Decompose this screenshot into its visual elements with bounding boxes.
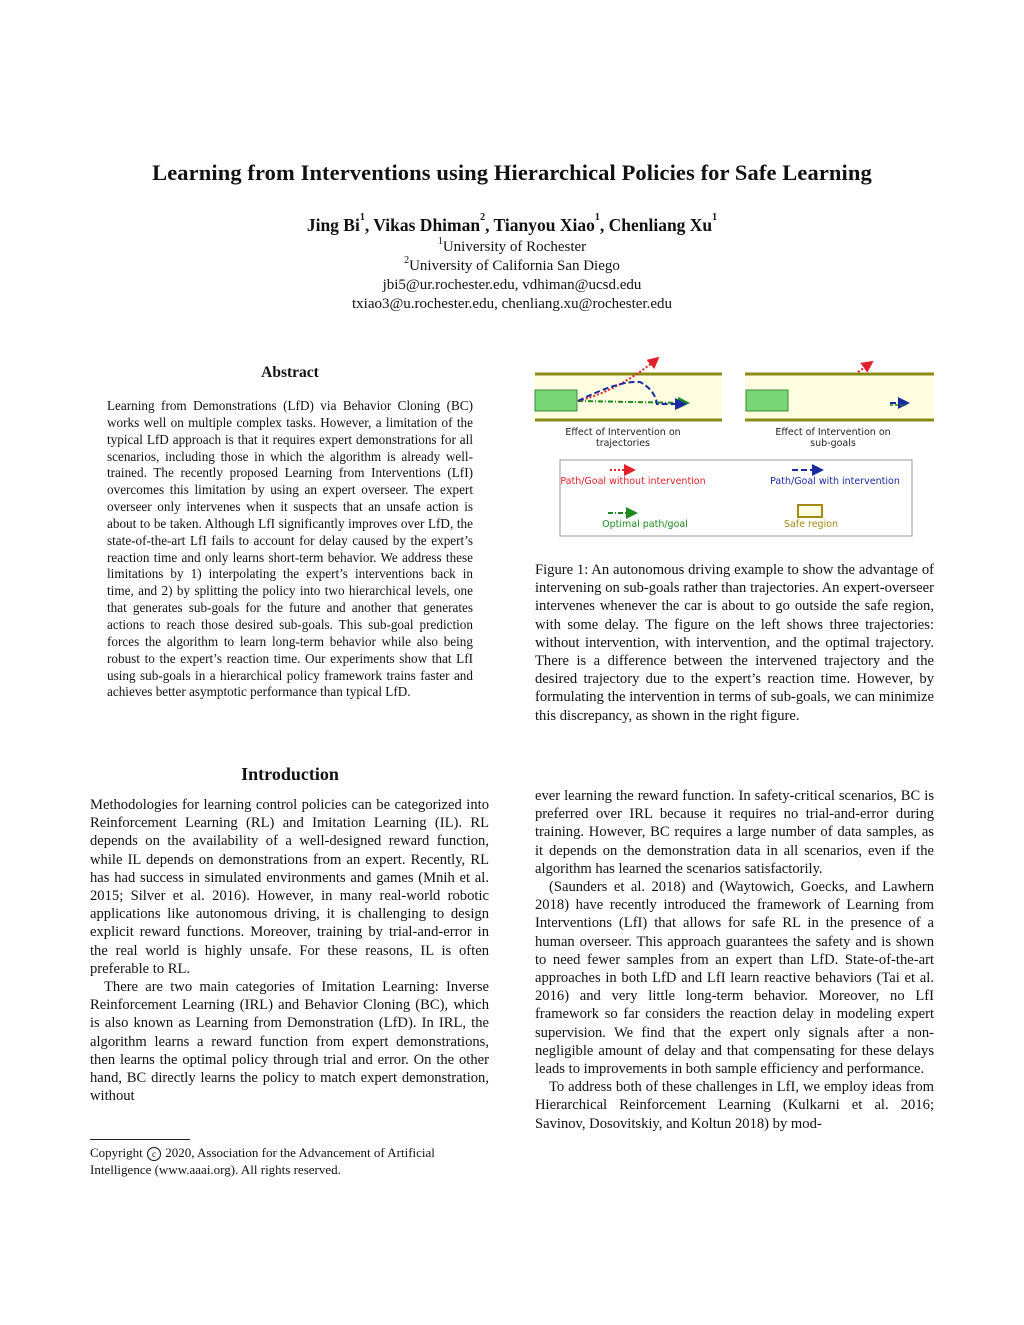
right-panel-label: Effect of Intervention on — [775, 427, 891, 438]
figure-caption: Figure 1: An autonomous driving example to show the advantage of intervening on sub-goals rather than trajectories. An expert-overseer intervenes whenever the car is about to go outside the safe region, with some delay. The figure on the left shows three trajectories: without intervention, with intervention, and the optimal trajectory. There is a difference between the intervened trajectory and the desired trajectory due to the expert’s reaction time. However, by formulating the intervention in terms of sub-goals, we can minimize this discrepancy, as shown in the right figure. — [535, 562, 934, 724]
author: Jing Bi — [306, 215, 360, 235]
right-road-panel — [745, 362, 934, 420]
abstract-body: Learning from Demonstrations (LfD) via Behavior Cloning (BC) works well on multiple complex tasks. However, a limitation of the typical LfD approach is that it requires expert demonstrations for all scenarios, including those in which the algorithm is already well-trained. The recently proposed Learning from Interventions (LfI) overcomes this limitation by using an expert overseer. The expert overseer only intervenes when it suspects that an unsafe action is about to be taken. Although LfI significantly improves over LfD, the state-of-the-art LfI fails to account for delay caused by the expert’s reaction time and only learns short-term behavior. We address these limitations by 1) interpolating the expert’s interventions back in time, and 2) by splitting the policy into two hierarchical levels, one that generates sub-goals for the future and another that generates actions to reach those desired sub-goals. This sub-goal prediction forces the algorithm to learn long-term behavior while also being robust to the expert’s reaction time. Our experiments show that LfI using sub-goals in a hierarchical policy framework trains faster and achieves better asymptotic performance than typical LfD. — [107, 398, 473, 700]
figure-1-diagram — [530, 350, 938, 550]
car — [746, 390, 788, 411]
legend-without-label: Path/Goal without intervention — [560, 476, 706, 487]
left-road-panel — [535, 358, 722, 420]
legend-safe-label: Safe region — [783, 519, 839, 530]
paragraph: To address both of these challenges in LfI, we employ ideas from Hierarchical Reinforcement Learning (Kulkarni et al. 2016; Savinov, Dosovitskiy, and Koltun 2018) by mod- — [535, 1079, 934, 1132]
affiliation: $^1$University of Rochester — [437, 236, 587, 255]
paragraph: Methodologies for learning control policies can be categorized into Reinforcement Learning (RL) and Imitation Learning (IL). RL depends on the availability of a well-designed reward function, while IL depends on demonstrations from an expert. Recently, RL has had success in simulated environments and games (Mnih et al. 2015; Silver et al. 2016). However, in many real-world robotic applications like autonomous driving, it is challenging to design explicit reward functions. Moreover, training by trial-and-error in the real world is highly unsafe. For these reasons, IL is often preferable to RL. — [90, 797, 489, 977]
paper-title: Learning from Interventions using Hierarchical Policies for Safe Learning — [152, 160, 872, 185]
figure-1 — [530, 350, 938, 550]
legend-with-label: Path/Goal with intervention — [770, 476, 900, 487]
author-list: Jing Bi$^1$, Vikas Dhiman$^2$, Tianyou Xiao$^1$, Chenliang Xu$^1$ — [306, 212, 718, 235]
author: Tianyou Xiao — [493, 215, 595, 235]
abstract-heading: Abstract — [261, 364, 319, 381]
legend-safe-swatch — [798, 505, 822, 517]
left-column-body — [90, 796, 489, 1105]
section-heading-introduction: Introduction — [241, 764, 339, 784]
paragraph: ever learning the reward function. In safety-critical scenarios, BC is preferred over IRL because it requires no trial-and-error during training. However, BC requires a large number of data samples, as it depends on the demonstration data in all scenarios, even if the algorithm has learned the scenarios satisfactorily. — [535, 788, 934, 877]
legend-optimal-label: Optimal path/goal — [602, 519, 688, 530]
paragraph: There are two main categories of Imitation Learning: Inverse Reinforcement Learning (IRL) and Behavior Cloning (BC), which is also known as Learning from Demonstration (LfD). In IRL, the algorithm learns a reward function from expert demonstrations, then learns the optimal policy through trial and error. On the other hand, BC directly learns the policy to match expert demonstration, without — [90, 979, 489, 1105]
paragraph: (Saunders et al. 2018) and (Waytowich, Goecks, and Lawhern 2018) have recently introduced the framework of Learning from Interventions (LfI) that allows for safe RL in the presence of a human overseer. This approach guarantees the safety and is shown to need fewer samples from an expert than LfD. State-of-the-art approaches in both LfD and LfI learn reactive behaviors (Tai et al. 2016) and very little long-term behavior. Moreover, no LfI framework so far considers the reaction delay in modeling expert supervision. We find that the expert only signals after a non-negligible amount of delay and that compensating for these delays leads to improvements in both sample efficiency and performance. — [535, 879, 934, 1078]
goal-without-intervention — [858, 362, 872, 372]
footnote-rule — [90, 1139, 190, 1140]
copyright-icon: c — [147, 1147, 161, 1161]
email-line: jbi5@ur.rochester.edu, vdhiman@ucsd.edu — [382, 277, 642, 293]
right-column-body — [535, 787, 934, 1133]
email-line: txiao3@u.rochester.edu, chenliang.xu@rochester.edu — [351, 296, 673, 312]
car — [535, 390, 577, 411]
figure-legend — [560, 460, 912, 536]
left-panel-label: trajectories — [595, 438, 651, 449]
affiliation: $^2$University of California San Diego — [404, 255, 620, 274]
right-panel-label: sub-goals — [810, 438, 856, 449]
left-panel-label: Effect of Intervention on — [565, 427, 681, 438]
author: Chenliang Xu — [608, 215, 713, 235]
copyright-footnote: Copyright c 2020, Association for the Advancement of Artificial Intelligence (www.aaai.org). All rights reserved. — [90, 1145, 435, 1177]
author: Vikas Dhiman — [373, 215, 481, 235]
